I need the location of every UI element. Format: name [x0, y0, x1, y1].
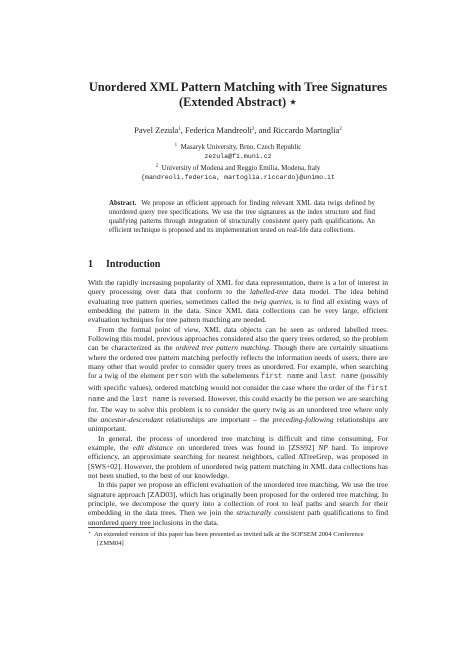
section-title: Introduction	[106, 259, 161, 270]
p1-emph-labelled-tree: labelled-tree	[250, 287, 289, 297]
author-sep-2: , and	[254, 125, 273, 135]
p2-text-q: relationships are unimportant.	[88, 414, 389, 434]
p4-text-c: path qualifications to find unordered query tree inclusions in the data.	[88, 508, 388, 527]
paragraph-2	[88, 325, 388, 434]
p3-text-c: on unordered trees was found in [ZSS92]	[173, 442, 319, 452]
p2-code-first-name: first name	[261, 373, 304, 382]
footnote-line-2: [ZMM04]	[97, 539, 124, 547]
p2-text-i: (possibly with specific values), ordered matching would not consider the case where the order of the	[88, 371, 389, 392]
section-heading	[88, 259, 388, 270]
p2-text-c: . Though there are certainly situations where the ordered tree pattern matching perfectly reflects the information needs of users, there are many other that would prefer to consider query trees as unordered. For example, when searching for a twig of the element	[88, 343, 388, 381]
affiliation-1-mark: 1	[174, 143, 178, 148]
author-list	[88, 125, 388, 135]
p1-text-e: , is to find all existing ways of embedding the pattern in the data. Since XML data collections can be very large, efficient evaluation techniques for tree pattern matching are needed.	[88, 296, 388, 325]
author-3-affil-mark: 2	[339, 127, 342, 132]
section-number: 1	[88, 259, 93, 270]
p3-text-a: In general, the process of unordered tree matching is difficult and time consuming. For example, the	[88, 433, 388, 452]
p2-emph-ancestor-descendant: ancestor-descendant	[100, 414, 163, 424]
p4-emph-structurally-consistent: structurally consistent	[236, 508, 305, 518]
p4-text-a: In this paper we propose an efficient evaluation of the unordered tree matching. We use the tree signature approach [ZAD03], which has originally been proposed for the ordered tree matching. In principle, we decompose the query into a collection of root to leaf paths and search for their embedding in the data trees. Then we join the	[88, 480, 388, 518]
p2-text-o: relationships are important – the	[162, 414, 273, 424]
affiliations	[88, 141, 388, 183]
p2-code-first-name-2: first name	[88, 384, 388, 405]
affiliation-1-text: Masaryk University, Brno, Czech Republic	[180, 143, 302, 151]
footnote	[88, 530, 388, 548]
p2-text-k: and the	[105, 394, 132, 404]
title-line-2: (Extended Abstract) ⋆	[179, 95, 297, 109]
p2-code-last-name-2: last name	[131, 396, 170, 405]
p2-code-last-name: last name	[319, 373, 359, 382]
author-2: Federica Mandreoli	[185, 125, 252, 135]
affiliation-2	[88, 162, 388, 173]
title-line-1: Unordered XML Pattern Matching with Tree Signatures	[88, 80, 388, 94]
affiliation-1	[88, 141, 388, 152]
affiliation-2-mark: 2	[155, 163, 159, 169]
p1-emph-twig-queries: twig queries	[253, 296, 292, 306]
p2-emph-ordered-matching: ordered tree pattern matching	[175, 343, 269, 353]
affiliation-2-email: {mandreoli.federica, martoglia.riccardo}@unimo.it	[141, 174, 335, 182]
p1-text-a: With the rapidly increasing popularity of XML for data representation, there is a lot of interest in query processing over data that conform to the	[88, 278, 388, 297]
abstract	[109, 199, 375, 235]
abstract-label: Abstract.	[109, 200, 137, 207]
author-2-affil-mark: 2	[251, 127, 255, 132]
author-sep-1: ,	[180, 125, 186, 135]
p3-emph-np: NP	[318, 442, 328, 452]
footnote-mark: ⋆	[88, 531, 92, 536]
p2-text-m: is reversed. However, this could exactly be the person we are searching for. The way to solve this problem is to consider the query twig as an unordered tree where only the	[88, 394, 389, 424]
paragraph-4	[88, 480, 388, 527]
p2-text-a: From the formal point of view, XML data objects can be seen as ordered labelled trees. Following this model, previous approaches considered also the query trees ordered, so the problem can be characterized as the	[88, 324, 388, 353]
body-text	[88, 278, 388, 527]
author-1: Pavel Zezula	[134, 125, 179, 135]
affiliation-1-email: zezula@fi.muni.cz	[204, 153, 272, 161]
paragraph-1	[88, 278, 388, 325]
paragraph-3	[88, 434, 388, 481]
paper-title	[88, 80, 388, 110]
p2-code-person: person	[166, 373, 193, 382]
footnote-line-1: An extended version of this paper has been presented as invited talk at the SOFSEM 2004 Conference	[94, 531, 364, 538]
p2-emph-preceding-following: preceding-following	[272, 414, 334, 424]
footnote-divider	[88, 527, 154, 528]
p3-text-e: hard. To improve efficiency, an approximate searching for nearest neighbors, called ATreeGrep, was proposed in [SWS+02]. However, the problem of unordered twig pattern matching in XML data collections has not been studied, to the best of our knowledge.	[88, 442, 389, 480]
p3-emph-edit-distance: edit distance	[132, 442, 174, 452]
p2-text-g: and	[303, 371, 320, 381]
affiliation-2-text: University of Modena and Reggio Emilia, Modena, Italy	[161, 163, 321, 172]
author-1-affil-mark: 1	[178, 127, 181, 132]
author-3: Riccardo Martoglia	[273, 125, 340, 135]
p1-text-c: data model. The idea behind evaluating tree pattern queries, sometimes called the	[88, 287, 388, 306]
p2-text-e: with the subelements	[192, 371, 262, 381]
abstract-text: We propose an efficient approach for finding relevant XML data twigs defined by unordered query tree specifications. We use the tree signatures as the index structure and find qualifying patterns through integration of structurally consistent query path qualifications. An efficient technique is proposed and its implementation tested on real-life data collections.	[109, 200, 375, 235]
